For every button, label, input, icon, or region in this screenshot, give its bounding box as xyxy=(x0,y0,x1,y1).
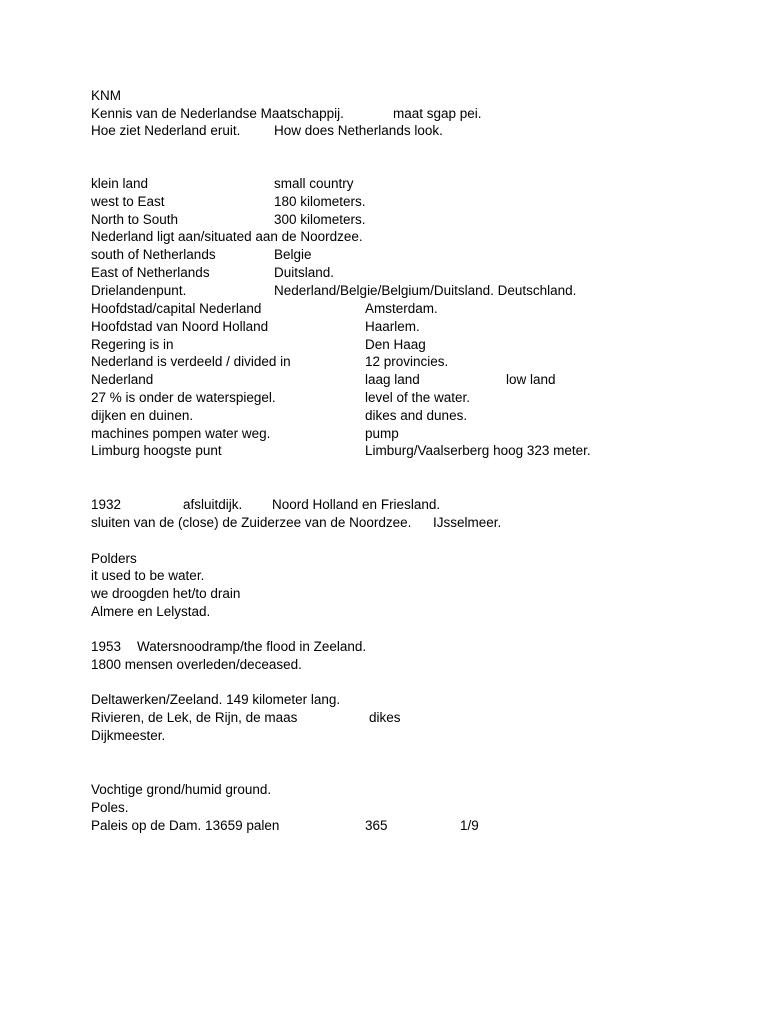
geography-cell: Drielandenpunt. xyxy=(91,282,187,298)
facts-cell: Nederland xyxy=(91,372,154,388)
facts-cell: laag land xyxy=(365,372,420,388)
geography-cell: small country xyxy=(274,176,354,191)
afsluitdijk-name: afsluitdijk. xyxy=(183,497,243,512)
facts-cell: dikes and dunes. xyxy=(365,407,468,423)
facts-cell: Regering is in xyxy=(91,336,174,352)
geography-cell: Nederland ligt aan/situated aan de Noordzee. xyxy=(91,229,363,245)
paleis-number: 365 xyxy=(365,818,388,833)
geography-cell: North to South xyxy=(91,211,179,227)
facts-cell: 12 provincies. xyxy=(365,354,449,370)
geography-cell: 300 kilometers. xyxy=(274,211,366,227)
polders-text: Polders xyxy=(91,551,137,566)
look-dutch: Hoe ziet Nederland eruit. xyxy=(91,123,241,138)
rivers-text: Rivieren, de Lek, de Rijn, de maas xyxy=(91,710,298,725)
facts-cell: dijken en duinen. xyxy=(91,407,194,423)
afsluitdijk-where: Noord Holland en Friesland. xyxy=(272,497,441,512)
facts-cell: machines pompen water weg. xyxy=(91,425,271,441)
paleis-text: Paleis op de Dam. 13659 palen xyxy=(91,818,280,833)
ijsselmeer-text: IJsselmeer. xyxy=(433,515,502,530)
paleis-fraction: 1/9 xyxy=(460,818,479,833)
subtitle-dutch: Kennis van de Nederlandse Maatschappij. xyxy=(91,106,344,121)
geography-cell: 180 kilometers. xyxy=(274,193,366,209)
geography-cell: East of Netherlands xyxy=(91,265,210,280)
dijkmeester-text: Dijkmeester. xyxy=(91,728,166,743)
subtitle-phonetic: maat sgap pei. xyxy=(393,106,482,121)
polders-text: we droogden het/to drain xyxy=(91,586,241,601)
geography-cell: west to East xyxy=(91,193,165,209)
facts-cell: 27 % is onder de waterspiegel. xyxy=(91,390,276,405)
facts-cell: Den Haag xyxy=(365,336,426,352)
afsluitdijk-year: 1932 xyxy=(91,497,122,512)
look-english: How does Netherlands look. xyxy=(274,123,443,138)
dikes-text: dikes xyxy=(369,710,401,725)
facts-cell: pump xyxy=(365,425,399,441)
facts-cell: level of the water. xyxy=(365,390,471,405)
flood-text: Watersnoodramp/the flood in Zeeland. xyxy=(137,639,367,654)
zuiderzee-text: sluiten van de (close) de Zuiderzee van de Noordzee. xyxy=(91,515,412,530)
geography-cell: Duitsland. xyxy=(274,265,335,280)
facts-cell: Limburg/Vaalserberg hoog 323 meter. xyxy=(365,443,591,459)
facts-cell: low land xyxy=(506,372,556,388)
geography-cell: south of Netherlands xyxy=(91,247,216,263)
polders-text: it used to be water. xyxy=(91,568,205,583)
geography-cell: Belgie xyxy=(274,247,312,263)
flood-deceased-text: 1800 mensen overleden/deceased. xyxy=(91,657,302,672)
facts-cell: Haarlem. xyxy=(365,318,420,334)
geography-cell: Nederland/Belgie/Belgium/Duitsland. Deutschland. xyxy=(274,282,577,298)
facts-cell: Nederland is verdeeld / divided in xyxy=(91,354,291,370)
poles-text: Poles. xyxy=(91,800,129,815)
facts-cell: Amsterdam. xyxy=(365,301,438,316)
facts-cell: Hoofdstad van Noord Holland xyxy=(91,318,269,334)
delta-text: Deltawerken/Zeeland. 149 kilometer lang. xyxy=(91,692,341,707)
facts-cell: Hoofdstad/capital Nederland xyxy=(91,301,262,316)
geography-cell: klein land xyxy=(91,176,149,191)
polders-text: Almere en Lelystad. xyxy=(91,604,211,619)
flood-year: 1953 xyxy=(91,639,122,654)
ground-text: Vochtige grond/humid ground. xyxy=(91,782,272,797)
title-text: KNM xyxy=(91,88,121,103)
facts-cell: Limburg hoogste punt xyxy=(91,443,222,459)
